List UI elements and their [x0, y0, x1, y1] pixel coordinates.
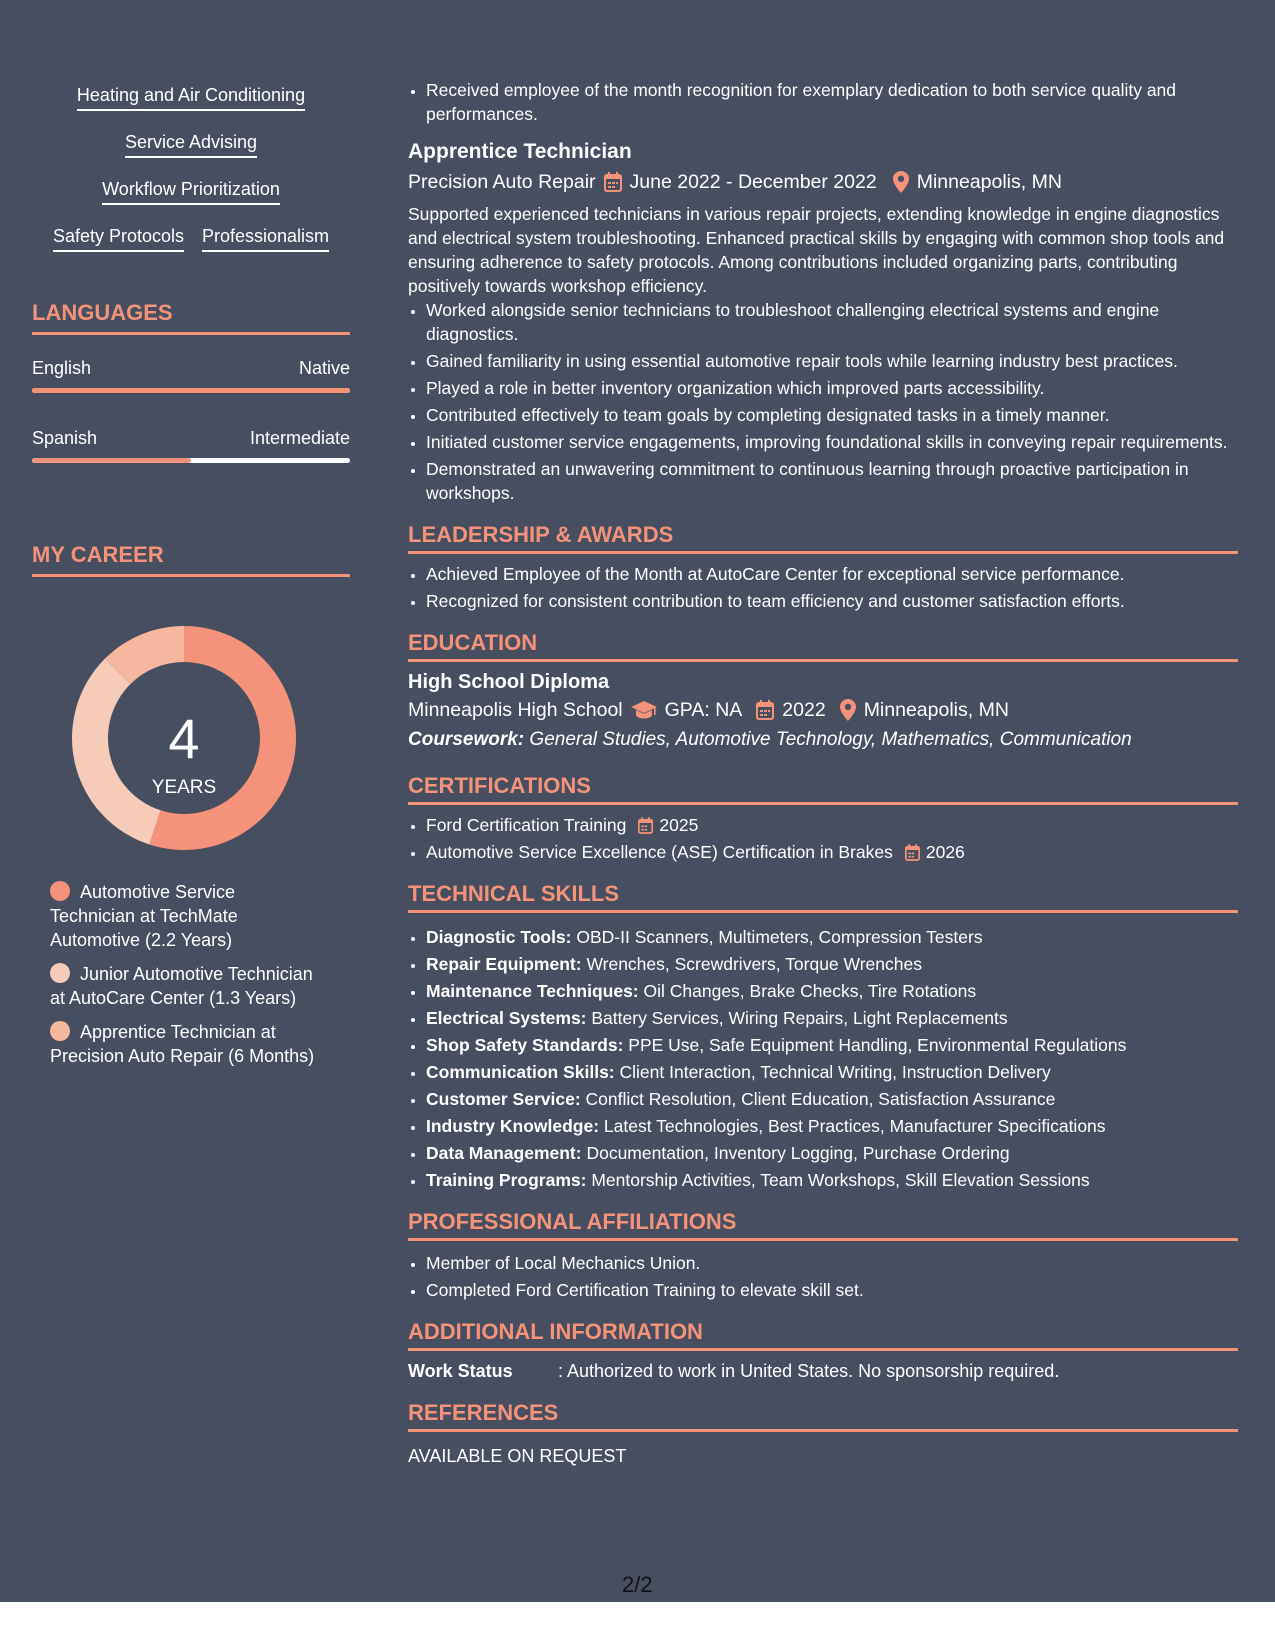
graduation-cap-icon: [631, 701, 657, 719]
skill-value: PPE Use, Safe Equipment Handling, Environmental Regulations: [623, 1035, 1127, 1055]
list-item: • Worked alongside senior technicians to troubleshoot challenging electrical systems and engine diagnostics.: [426, 298, 1238, 346]
skill-label: Customer Service:: [426, 1089, 581, 1109]
language-bar-fill: [32, 458, 191, 463]
skill-label: Data Management:: [426, 1143, 582, 1163]
skill-tag: Heating and Air Conditioning: [77, 84, 305, 111]
coursework-list: General Studies, Automotive Technology, Mathematics, Communication: [524, 729, 1132, 750]
certifications-list: [408, 813, 1238, 864]
skill-tag: Workflow Prioritization: [102, 178, 280, 205]
list-item: [426, 925, 1238, 949]
technical-skills-list: [408, 925, 1238, 1192]
school-name: Minneapolis High School: [408, 699, 623, 721]
education-location: Minneapolis, MN: [863, 699, 1009, 721]
references-heading: REFERENCES: [408, 1401, 1238, 1432]
career-legend-item: [50, 962, 320, 1010]
skill-value: Conflict Resolution, Client Education, Satisfaction Assurance: [580, 1089, 1056, 1109]
language-level: Native: [298, 358, 350, 378]
graduation-year: 2022: [782, 699, 826, 721]
skill-value: OBD-II Scanners, Multimeters, Compression Testers: [571, 927, 983, 947]
job-bullets-continued: [408, 78, 1238, 126]
certification-year: 2026: [925, 842, 965, 862]
work-status-value: : Authorized to work in United States. No sponsorship required.: [558, 1361, 1060, 1381]
certification-name: • Automotive Service Excellence (ASE) Certification in Brakes: [426, 842, 893, 862]
calendar-icon: [604, 172, 622, 192]
skill-row: [32, 225, 350, 252]
calendar-icon: [905, 844, 920, 861]
job-meta: [408, 170, 1238, 194]
additional-info-heading: ADDITIONAL INFORMATION: [408, 1320, 1238, 1351]
language-name: English: [32, 358, 92, 378]
skill-label: Industry Knowledge:: [426, 1116, 600, 1136]
degree-title: High School Diploma: [408, 671, 610, 693]
languages-heading: LANGUAGES: [32, 300, 350, 335]
language-item: [32, 358, 350, 393]
language-bar: [32, 388, 350, 393]
list-item: • Gained familiarity in using essential automotive repair tools while learning industry best practices.: [426, 349, 1238, 373]
career-legend: [50, 880, 320, 1078]
list-item: [426, 1006, 1238, 1030]
skill-tag: Professionalism: [202, 225, 329, 252]
list-item: [426, 1168, 1238, 1192]
skill-value: Oil Changes, Brake Checks, Tire Rotations: [638, 981, 977, 1001]
skill-value: Wrenches, Screwdrivers, Torque Wrenches: [581, 954, 922, 974]
list-item: [426, 1087, 1238, 1111]
education-heading: EDUCATION: [408, 631, 1238, 662]
list-item: [426, 813, 1238, 837]
calendar-icon: [756, 700, 774, 720]
technical-skills-heading: TECHNICAL SKILLS: [408, 882, 1238, 913]
certification-name: • Ford Certification Training: [426, 815, 627, 835]
affiliations-heading: PROFESSIONAL AFFILIATIONS: [408, 1210, 1238, 1241]
career-donut-chart: [64, 618, 304, 863]
education-meta: [408, 698, 1238, 722]
list-item: • Played a role in better inventory organization which improved parts accessibility.: [426, 376, 1238, 400]
list-item: • Initiated customer service engagements, improving foundational skills in conveying repair requirements.: [426, 430, 1238, 454]
career-heading: MY CAREER: [32, 542, 350, 577]
language-level: Intermediate: [249, 428, 350, 448]
list-item: [426, 1033, 1238, 1057]
skill-label: Communication Skills:: [426, 1062, 615, 1082]
language-name: Spanish: [32, 428, 98, 448]
donut-segment: [72, 659, 161, 845]
career-donut-svg: [64, 618, 304, 858]
skill-value: Battery Services, Wiring Repairs, Light Replacements: [586, 1008, 1008, 1028]
legend-dot-icon: [50, 963, 70, 983]
career-legend-label: Automotive Service Technician at TechMate Automotive (2.2 Years): [50, 882, 238, 950]
list-item: [426, 840, 1238, 864]
location-pin-icon: [893, 171, 909, 193]
coursework: [408, 728, 1238, 752]
list-item: [426, 979, 1238, 1003]
list-item: [426, 1060, 1238, 1084]
skill-tag: Safety Protocols: [53, 225, 184, 252]
skill-label: Training Programs:: [426, 1170, 587, 1190]
list-item: • Demonstrated an unwavering commitment to continuous learning through proactive participation in workshops.: [426, 457, 1238, 505]
legend-dot-icon: [50, 1021, 70, 1041]
list-item: [426, 1141, 1238, 1165]
work-status-row: [408, 1359, 1238, 1383]
location-pin-icon: [840, 699, 856, 721]
skill-value: Latest Technologies, Best Practices, Manufacturer Specifications: [599, 1116, 1106, 1136]
skill-label: Repair Equipment:: [426, 954, 582, 974]
coursework-label: Coursework:: [408, 729, 525, 750]
main-content: [408, 78, 1238, 1468]
job-title: Apprentice Technician: [408, 140, 632, 163]
language-item: [32, 428, 350, 463]
leadership-list: [408, 562, 1238, 613]
skill-row: [32, 131, 350, 158]
affiliations-list: [408, 1251, 1238, 1302]
list-item: • Achieved Employee of the Month at AutoCare Center for exceptional service performance.: [426, 562, 1238, 586]
legend-dot-icon: [50, 881, 70, 901]
list-item: • Recognized for consistent contribution to team efficiency and customer satisfaction efforts.: [426, 589, 1238, 613]
skill-row: [32, 178, 350, 205]
list-item: [426, 952, 1238, 976]
skill-label: Electrical Systems:: [426, 1008, 587, 1028]
skill-tag: Service Advising: [125, 131, 257, 158]
career-total-number: 4: [168, 707, 200, 770]
skill-row: [32, 84, 350, 111]
work-status-label: Work Status: [408, 1361, 513, 1381]
list-item: • Contributed effectively to team goals by completing designated tasks in a timely manner.: [426, 403, 1238, 427]
gpa: GPA: NA: [664, 699, 743, 721]
career-legend-label: Junior Automotive Technician at AutoCare Center (1.3 Years): [50, 964, 313, 1008]
job-location: Minneapolis, MN: [916, 171, 1062, 193]
list-item: • Received employee of the month recognition for exemplary dedication to both service quality and performances.: [426, 78, 1238, 126]
career-legend-item: [50, 1020, 320, 1068]
language-bar: [32, 458, 350, 463]
skill-value: Client Interaction, Technical Writing, Instruction Delivery: [614, 1062, 1051, 1082]
career-legend-label: Apprentice Technician at Precision Auto Repair (6 Months): [50, 1022, 315, 1066]
skill-label: Diagnostic Tools:: [426, 927, 572, 947]
company-name: Precision Auto Repair: [408, 171, 596, 193]
job-dates: June 2022 - December 2022: [629, 171, 877, 193]
skill-tags: [32, 84, 350, 272]
certification-year: 2025: [659, 815, 699, 835]
career-total-unit: YEARS: [151, 777, 217, 798]
language-bar-fill: [32, 388, 350, 393]
page-number: 2/2: [622, 1572, 653, 1597]
leadership-heading: LEADERSHIP & AWARDS: [408, 523, 1238, 554]
skill-label: Shop Safety Standards:: [426, 1035, 624, 1055]
list-item: [426, 1114, 1238, 1138]
references-text: AVAILABLE ON REQUEST: [408, 1446, 627, 1466]
list-item: • Completed Ford Certification Training to elevate skill set.: [426, 1278, 1238, 1302]
skill-value: Mentorship Activities, Team Workshops, Skill Elevation Sessions: [586, 1170, 1090, 1190]
job-description: Supported experienced technicians in various repair projects, extending knowledge in engine diagnostics and electrical system troubleshooting. Enhanced practical skills by engaging with common shop tools and ensuring adherence to safety protocols. Among contributions included organizing parts, contributing positively towards workshop efficiency.: [408, 204, 1225, 296]
skill-value: Documentation, Inventory Logging, Purchase Ordering: [581, 1143, 1010, 1163]
job-bullets: [408, 298, 1238, 505]
calendar-icon: [638, 817, 653, 834]
career-legend-item: [50, 880, 320, 952]
skill-label: Maintenance Techniques:: [426, 981, 639, 1001]
certifications-heading: CERTIFICATIONS: [408, 774, 1238, 805]
list-item: • Member of Local Mechanics Union.: [426, 1251, 1238, 1275]
